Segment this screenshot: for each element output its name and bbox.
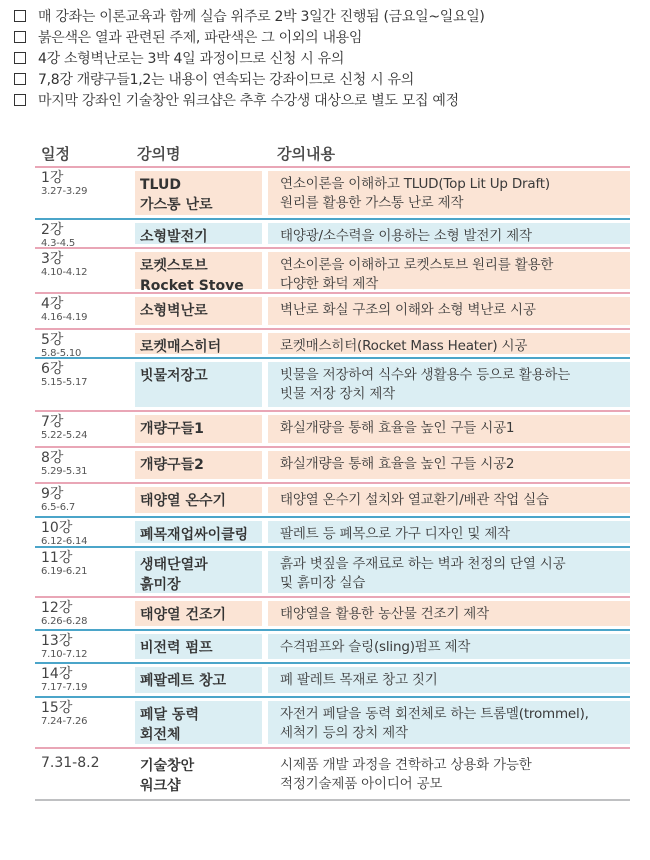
lecture-dates: 4.3-4.5 [41,238,76,249]
course-description [268,634,630,659]
header-content: 강의내용 [277,144,335,163]
table-row [35,482,630,516]
course-name [135,252,262,294]
schedule-cell [35,330,133,357]
course-description [268,601,630,626]
schedule-cell [35,631,133,662]
course-description-line: 시제품 개발 과정을 견학하고 상용화 가능한 [280,757,532,773]
notes-list [12,5,642,110]
table-row [35,166,630,218]
course-description-line: 및 흙미장 실습 [280,575,366,591]
course-description [268,362,630,407]
lecture-dates: 6.5-6.7 [41,502,76,513]
course-name-line: 페달 동력 [140,707,199,723]
course-description [268,171,630,215]
course-description-line: 로켓매스히터(Rocket Mass Heater) 시공 [280,338,528,354]
course-name-line: 흙미장 [140,577,181,593]
lecture-dates: 5.29-5.31 [41,466,88,477]
course-description-line: 흙과 볏짚을 주재료로 하는 벽과 천정의 단열 시공 [280,556,566,572]
course-description-line: 원리를 활용한 가스통 난로 제작 [280,195,464,211]
lecture-dates: 7.24-7.26 [41,716,88,727]
table-row [35,546,630,596]
course-name-line: 로켓스토브 [140,258,208,274]
header-name: 강의명 [137,144,181,163]
table-row [35,357,630,410]
course-description-line: 빗물을 저장하여 식수와 생활용수 등으로 활용하는 [280,367,571,383]
table-row [35,218,630,247]
lecture-dates: 6.19-6.21 [41,566,88,577]
table-body [35,166,630,801]
schedule-cell [35,412,133,446]
course-description [268,333,630,354]
table-row [35,328,630,357]
course-description-line: 태양열 온수기 설치와 열교환기/배관 작업 실습 [280,492,549,508]
course-name-line: 가스통 난로 [140,197,213,213]
note-item: 마지막 강좌인 기술창안 워크샵은 추후 수강생 대상으로 별도 모집 예정 [12,89,642,110]
course-description [268,551,630,593]
course-description [268,667,630,693]
table-row [35,629,630,662]
course-description-line: 화실개량을 통해 효율을 높인 구들 시공2 [280,456,515,472]
schedule-cell [35,448,133,482]
course-name-line: 워크샵 [140,778,181,794]
course-name-line: 회전체 [140,727,181,743]
schedule-cell [35,548,133,596]
lecture-dates: 4.10-4.12 [41,267,88,278]
table-header [35,140,630,166]
course-description [268,752,630,796]
course-name [135,297,262,325]
table-row [35,247,630,292]
course-name-line: 생태단열과 [140,557,208,573]
course-name-line: 폐목재업싸이클링 [140,527,249,543]
course-description [268,451,630,479]
lecture-number: 7강 [41,414,64,430]
lecture-number: 15강 [41,700,73,716]
course-name-line: TLUD [140,177,181,193]
note-item: 4강 소형벽난로는 3박 4일 과정이므로 신청 시 유의 [12,47,642,68]
lecture-dates: 7.10-7.12 [41,649,88,660]
course-description [268,701,630,744]
course-name-line: 개량구들2 [140,457,204,473]
course-name [135,551,262,593]
lecture-dates: 6.12-6.14 [41,536,88,547]
table-row [35,747,630,801]
course-name [135,752,262,796]
course-name-line: 태양열 건조기 [140,607,227,623]
schedule-cell [35,664,133,696]
lecture-number: 11강 [41,550,73,566]
course-description [268,252,630,292]
course-description-line: 벽난로 화실 구조의 이해와 소형 벽난로 시공 [280,302,536,318]
lecture-number: 9강 [41,486,64,502]
lecture-number: 13강 [41,633,73,649]
header-date: 일정 [41,144,70,163]
lecture-dates: 5.15-5.17 [41,377,88,388]
checkbox-icon [14,10,26,22]
course-name-line: 기술창안 [140,758,195,774]
schedule-cell [35,698,133,747]
schedule-cell [35,294,133,328]
course-description-line: 폐 팔레트 목재로 창고 짓기 [280,672,438,688]
lecture-number: 2강 [41,222,64,238]
checkbox-icon [14,94,26,106]
course-name-line: 빗물저장고 [140,368,208,384]
lecture-dates: 5.22-5.24 [41,430,88,441]
course-name [135,451,262,479]
table-row [35,446,630,482]
course-description-line: 다양한 화덕 제작 [280,276,379,292]
checkbox-icon [14,31,26,43]
course-description-line: 태양광/소수력을 이용하는 소형 발전기 제작 [280,228,532,244]
table-row [35,662,630,696]
course-name [135,521,262,543]
course-name-line: 소형발전기 [140,229,208,245]
schedule-cell [35,518,133,546]
lecture-number: 1강 [41,170,64,186]
lecture-dates: 3.27-3.29 [41,186,88,197]
lecture-number: 7.31-8.2 [41,755,100,771]
course-description-line: 화실개량을 통해 효율을 높인 구들 시공1 [280,420,515,436]
course-name-line: 로켓매스히터 [140,339,222,355]
lecture-number: 12강 [41,600,73,616]
table-row [35,410,630,446]
course-description-line: 태양열을 활용한 농산물 건조기 제작 [280,606,489,622]
course-name [135,223,262,244]
table-row [35,596,630,629]
lecture-dates: 4.16-4.19 [41,312,88,323]
course-name [135,634,262,659]
course-name-line: 비전력 펌프 [140,640,213,656]
schedule-cell [35,359,133,410]
course-name [135,415,262,443]
checkbox-icon [14,52,26,64]
course-description-line: 빗물 저장 장치 제작 [280,386,396,402]
course-name-line: 폐팔레트 창고 [140,673,227,689]
schedule-cell [35,484,133,516]
lecture-dates: 6.26-6.28 [41,616,88,627]
course-description-line: 자전거 페달을 동력 회전체로 하는 트롬멜(trommel), [280,706,589,722]
schedule-cell [35,249,133,292]
course-description [268,521,630,543]
table-row [35,516,630,546]
table-row [35,696,630,747]
course-description-line: 팔레트 등 폐목으로 가구 디자인 및 제작 [280,526,511,542]
lecture-number: 4강 [41,296,64,312]
lecture-dates: 5.8-5.10 [41,348,82,359]
course-description [268,415,630,443]
checkbox-icon [14,73,26,85]
course-name [135,667,262,693]
course-description-line: 연소이론을 이해하고 TLUD(Top Lit Up Draft) [280,176,550,192]
course-description [268,297,630,325]
lecture-number: 3강 [41,251,64,267]
course-description-line: 연소이론을 이해하고 로켓스토브 원리를 활용한 [280,257,554,273]
lecture-number: 8강 [41,450,64,466]
course-name [135,601,262,626]
course-name [135,701,262,744]
note-item: 7,8강 개량구들1,2는 내용이 연속되는 강좌이므로 신청 시 유의 [12,68,642,89]
lecture-number: 6강 [41,361,64,377]
course-name-line: 태양열 온수기 [140,493,227,509]
course-name-line: 소형벽난로 [140,303,208,319]
course-name [135,362,262,407]
schedule-cell [35,220,133,247]
schedule-table [35,140,630,801]
table-row [35,292,630,328]
course-name [135,333,262,354]
course-description [268,223,630,244]
note-item: 붉은색은 열과 관련된 주제, 파란색은 그 이외의 내용임 [12,26,642,47]
schedule-cell [35,598,133,629]
schedule-cell [35,749,133,799]
course-name-line: 개량구들1 [140,421,204,437]
course-description-line: 적정기술제품 아이디어 공모 [280,776,443,792]
course-name [135,171,262,215]
course-description-line: 수격펌프와 슬링(sling)펌프 제작 [280,639,471,655]
note-item: 매 강좌는 이론교육과 함께 실습 위주로 2박 3일간 진행됨 (금요일~일요일) [12,5,642,26]
schedule-cell [35,168,133,218]
course-name-line: Rocket Stove [140,278,244,294]
lecture-number: 10강 [41,520,73,536]
lecture-dates: 7.17-7.19 [41,682,88,693]
course-name [135,487,262,513]
lecture-number: 14강 [41,666,73,682]
course-description [268,487,630,513]
course-description-line: 세척기 등의 장치 제작 [280,725,408,741]
lecture-number: 5강 [41,332,64,348]
